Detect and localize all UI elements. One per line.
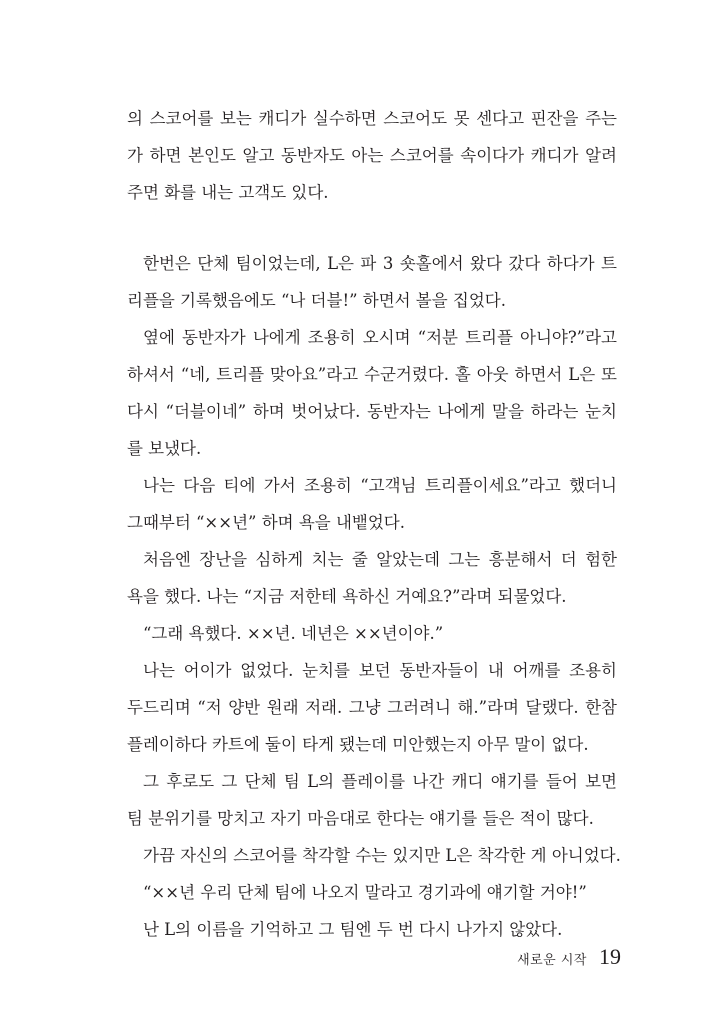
text-line: 그 후로도 그 단체 팀 L의 플레이를 나간 캐디 얘기를 들어 보면: [143, 772, 617, 791]
text-line: 하셔서 “네, 트리플 맞아요”라고 수군거렸다. 홀 아웃 하면서 L은 또: [127, 365, 617, 384]
text-line: 나는 다음 티에 가서 조용히 “고객님 트리플이세요”라고 했더니: [143, 476, 617, 495]
text-line: 다시 “더블이네” 하며 벗어났다. 동반자는 나에게 말을 하라는 눈치: [127, 402, 617, 421]
text-line: 두드리며 “저 양반 원래 저래. 그냥 그러려니 해.”라며 달랬다. 한참: [127, 698, 617, 717]
text-line: 가 하면 본인도 알고 동반자도 아는 스코어를 속이다가 캐디가 알려: [127, 146, 617, 165]
text-line: 주면 화를 내는 고객도 있다.: [127, 183, 329, 202]
text-line: 그때부터 “××년” 하며 욕을 내뱉었다.: [127, 513, 405, 532]
text-line: 리플을 기록했음에도 “나 더블!” 하면서 볼을 집었다.: [127, 291, 506, 310]
running-title: 새로운 시작: [517, 953, 587, 968]
body-text: [127, 100, 621, 948]
page-number: 19: [599, 944, 621, 969]
text-line: 를 보냈다.: [127, 439, 202, 458]
text-line: “그래 욕했다. ××년. 네년은 ××년이야.”: [143, 624, 444, 643]
page-footer: [517, 944, 621, 970]
text-line: 옆에 동반자가 나에게 조용히 오시며 “저분 트리플 아니야?”라고: [143, 328, 617, 347]
text-line: 처음엔 장난을 심하게 치는 줄 알았는데 그는 흥분해서 더 험한: [143, 550, 617, 569]
text-line: 욕을 했다. 나는 “지금 저한테 욕하신 거예요?”라며 되물었다.: [127, 587, 567, 606]
text-line: “××년 우리 단체 팀에 나오지 말라고 경기과에 얘기할 거야!”: [143, 883, 587, 902]
text-line: 한번은 단체 팀이었는데, L은 파 3 숏홀에서 왔다 갔다 하다가 트: [143, 254, 617, 273]
text-line: 플레이하다 카트에 둘이 타게 됐는데 미안했는지 아무 말이 없다.: [127, 735, 589, 754]
text-line: 나는 어이가 없었다. 눈치를 보던 동반자들이 내 어깨를 조용히: [143, 661, 617, 680]
text-line: 팀 분위기를 망치고 자기 마음대로 한다는 얘기를 들은 적이 많다.: [127, 809, 594, 828]
text-line: 가끔 자신의 스코어를 착각할 수는 있지만 L은 착각한 게 아니었다.: [143, 846, 621, 865]
text-line: 난 L의 이름을 기억하고 그 팀엔 두 번 다시 나가지 않았다.: [143, 920, 563, 939]
paragraph-gap: [127, 211, 617, 245]
text-line: 의 스코어를 보는 캐디가 실수하면 스코어도 못 센다고 핀잔을 주는: [127, 109, 617, 128]
